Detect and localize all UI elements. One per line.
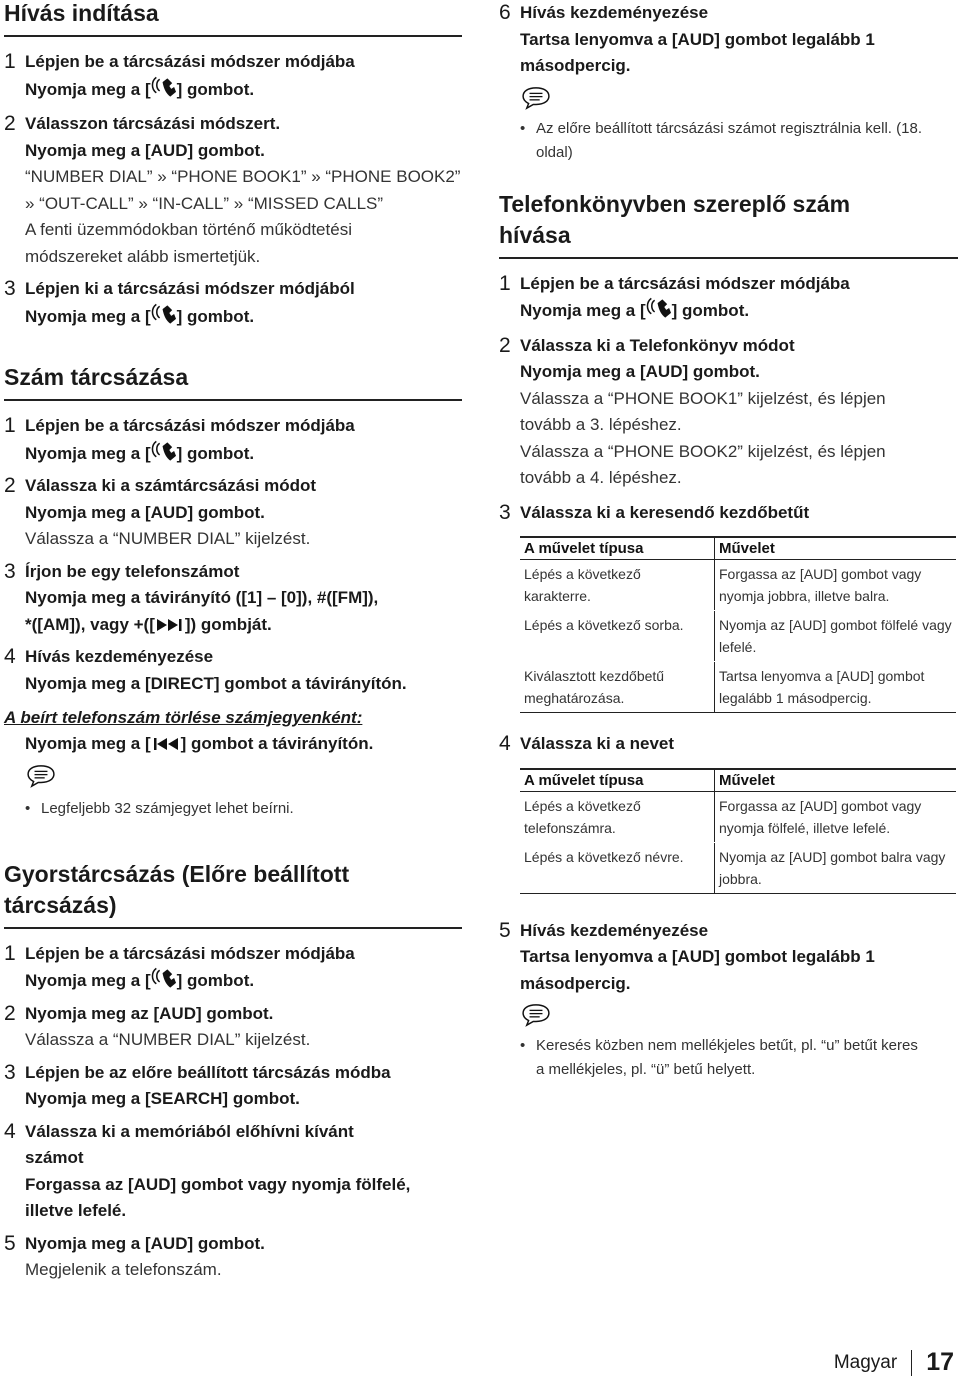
- section-title-dial: Szám tárcsázása: [4, 362, 462, 401]
- step-heading: Válassza ki a Telefonkönyv módot: [520, 335, 795, 355]
- step-number: 4: [499, 732, 511, 755]
- step-description-line: Válassza a “PHONE BOOK1” kijelzést, és lépjen: [520, 388, 886, 408]
- step-heading: Lépjen be a tárcsázási módszer módjába: [25, 52, 355, 71]
- step-instruction: Nyomja meg a [AUD] gombot.: [520, 362, 760, 381]
- table-cell: Lépés a következő sorba.: [520, 611, 715, 662]
- table-header: Művelet: [715, 537, 957, 560]
- step-heading: Írjon be egy telefonszámot: [25, 561, 240, 581]
- footer-divider: [911, 1350, 912, 1376]
- table-row: [520, 611, 956, 662]
- initial-letter-operations-table: [520, 536, 956, 713]
- dial-step-4: [4, 644, 462, 697]
- table-header-row: [520, 769, 956, 792]
- left-column: [4, 0, 462, 1284]
- table-header-row: [520, 537, 956, 560]
- phone-icon: [151, 76, 177, 98]
- language-label: Magyar: [833, 1351, 898, 1373]
- rewind-icon: [151, 736, 181, 752]
- step-instruction: Nyomja meg a [AUD] gombot.: [25, 1233, 265, 1253]
- table-cell: Tartsa lenyomva a [AUD] gombot legalább 1 másodpercig.: [715, 662, 957, 713]
- step-number: 2: [499, 333, 511, 357]
- note-item: • Legfeljebb 32 számjegyet lehet beírni.: [4, 797, 462, 821]
- step-heading: Lépjen be az előre beállított tárcsázás módba: [25, 1062, 391, 1082]
- table-cell: Nyomja az [AUD] gombot fölfelé vagy lefelé.: [715, 611, 957, 662]
- dial-step-2: [4, 473, 462, 553]
- note-item: • Az előre beállított tárcsázási számot regisztrálnia kell. (18. oldal): [499, 117, 958, 165]
- dial-step-3: [4, 559, 462, 639]
- step-number: 1: [499, 271, 511, 295]
- step-description-line: Megjelenik a telefonszám.: [25, 1260, 222, 1279]
- step-instruction: Nyomja meg a [AUD] gombot.: [25, 502, 265, 522]
- step-number: 3: [4, 559, 16, 583]
- step-description-line: tovább a 4. lépéshez.: [520, 468, 682, 487]
- step-instruction: Nyomja meg a [ ] gombot.: [25, 967, 462, 995]
- step-number: 1: [4, 50, 16, 73]
- table-header: A művelet típusa: [520, 769, 715, 792]
- section-title-phonebook: Telefonkönyvben szereplő szám hívása: [499, 189, 958, 259]
- step-heading: Lépjen be a tárcsázási módszer módjába: [520, 273, 850, 293]
- step-heading: Hívás kezdeményezése: [520, 920, 709, 940]
- table-cell: Lépés a következő karakterre.: [520, 560, 715, 611]
- table-cell: Lépés a következő névre.: [520, 842, 715, 893]
- step-instruction: Tartsa lenyomva a [AUD] gombot legalább 1: [520, 29, 875, 49]
- step-instruction: illetve lefelé.: [25, 1201, 127, 1220]
- pb-step-1: [499, 271, 958, 325]
- step-description-line: Válassza a “NUMBER DIAL” kijelzést.: [25, 1030, 311, 1049]
- table-header: Művelet: [715, 769, 957, 792]
- call-step-3: [4, 276, 462, 330]
- page-number: 17: [926, 1348, 954, 1376]
- erase-instruction: Nyomja meg a [ ] gombot a távirányítón.: [25, 734, 374, 753]
- table-row: [520, 842, 956, 893]
- speed-step-1: [4, 941, 462, 995]
- step-description-line: módszereket alább ismertetjük.: [25, 246, 261, 266]
- table-row: [520, 560, 956, 611]
- step-instruction: másodpercig.: [520, 56, 631, 75]
- speed-step-2: [4, 1001, 462, 1054]
- phone-icon: [151, 303, 177, 325]
- step-description-line: Válassza a “NUMBER DIAL” kijelzést.: [25, 529, 311, 548]
- step-instruction: Nyomja meg a [ ] gombot.: [25, 303, 462, 331]
- dial-step-1: [4, 413, 462, 467]
- name-operations-table: [520, 768, 956, 894]
- page-footer: [834, 1348, 954, 1377]
- step-heading: Lépjen be a tárcsázási módszer módjába: [25, 943, 355, 963]
- step-instruction: Nyomja meg a [DIRECT] gombot a távirányítón.: [25, 673, 407, 693]
- step-number: 1: [4, 941, 16, 965]
- speed-step-5: [4, 1231, 462, 1284]
- phone-icon: [646, 297, 672, 319]
- section-title-speed-dial: Gyorstárcsázás (Előre beállított tárcsázás): [4, 859, 462, 929]
- call-step-2: [4, 111, 462, 270]
- step-number: 3: [499, 500, 511, 524]
- step-heading: Válasszon tárcsázási módszert.: [25, 114, 281, 133]
- table-header: A művelet típusa: [520, 537, 715, 560]
- note-item: • Keresés közben nem mellékjeles betűt, pl. “u” betűt keres a mellékjeles, pl. “ü” betű helyett.: [499, 1034, 958, 1082]
- step-instruction: Nyomja meg a [ ] gombot.: [25, 76, 462, 104]
- step-number: 2: [4, 112, 16, 135]
- step-description-line: Válassza a “PHONE BOOK2” kijelzést, és lépjen: [520, 441, 886, 461]
- step-number: 1: [4, 414, 16, 437]
- step-instruction: Nyomja meg a [SEARCH] gombot.: [25, 1089, 300, 1108]
- step-number: 2: [4, 474, 16, 497]
- step-number: 5: [4, 1231, 16, 1255]
- step-heading: Lépjen be a tárcsázási módszer módjába: [25, 416, 355, 435]
- table-cell: Forgassa az [AUD] gombot vagy nyomja jobbra, illetve balra.: [715, 560, 957, 611]
- erase-subheading: A beírt telefonszám törlése számjegyenként:: [4, 708, 363, 727]
- phone-icon: [151, 440, 177, 462]
- step-instruction: másodpercig.: [520, 973, 631, 993]
- step-number: 4: [4, 645, 16, 668]
- note-icon: [520, 1003, 552, 1027]
- step-heading: Válassza ki a számtárcsázási módot: [25, 476, 317, 495]
- table-cell: Lépés a következő telefonszámra.: [520, 791, 715, 842]
- table-cell: Forgassa az [AUD] gombot vagy nyomja fölfelé, illetve lefelé.: [715, 791, 957, 842]
- pb-step-5: [499, 918, 958, 998]
- phone-icon: [151, 967, 177, 989]
- table-row: [520, 662, 956, 713]
- pb-step-4: [499, 731, 958, 758]
- speed-step-4: [4, 1119, 462, 1225]
- pb-step-2: [499, 333, 958, 492]
- call-step-1: [4, 49, 462, 103]
- step-instruction: Nyomja meg a [ ] gombot.: [520, 297, 958, 325]
- step-heading: Válassza ki a memóriából előhívni kívánt: [25, 1121, 354, 1141]
- step-instruction: Nyomja meg az [AUD] gombot.: [25, 1003, 274, 1023]
- step-number: 3: [4, 1060, 16, 1084]
- fast-forward-icon: [155, 617, 185, 633]
- step-description-line: A fenti üzemmódokban történő működtetési: [25, 220, 352, 239]
- step-heading: Válassza ki a keresendő kezdőbetűt: [520, 502, 810, 522]
- step-instruction: Nyomja meg a [AUD] gombot.: [25, 140, 265, 160]
- step-number: 4: [4, 1119, 16, 1143]
- step-heading: Lépjen ki a tárcsázási módszer módjából: [25, 279, 355, 298]
- step-instruction: Nyomja meg a [ ] gombot.: [25, 440, 462, 468]
- table-cell: Kiválasztott kezdőbetű meghatározása.: [520, 662, 715, 713]
- right-column: [499, 0, 958, 1082]
- step-instruction: *([AM]), vagy +([ ]) gombját.: [25, 614, 272, 634]
- speed-step-6: [499, 0, 958, 80]
- step-heading: Válassza ki a nevet: [520, 734, 675, 753]
- note-icon: [520, 86, 552, 110]
- speed-step-3: [4, 1060, 462, 1113]
- step-number: 5: [499, 918, 511, 942]
- step-instruction: Nyomja meg a távirányító ([1] – [0]), #([FM]),: [25, 588, 379, 607]
- section-title-call: Hívás indítása: [4, 0, 462, 37]
- pb-step-3: [499, 500, 958, 527]
- step-heading: számot: [25, 1148, 84, 1167]
- table-cell: Nyomja az [AUD] gombot balra vagy jobbra.: [715, 842, 957, 893]
- mode-sequence-line-1: “NUMBER DIAL” » “PHONE BOOK1” » “PHONE BOOK2”: [25, 167, 461, 186]
- note-icon: [25, 764, 57, 788]
- mode-sequence-line-2: » “OUT-CALL” » “IN-CALL” » “MISSED CALLS”: [25, 193, 384, 213]
- step-heading: Hívás kezdeményezése: [520, 3, 709, 22]
- step-heading: Hívás kezdeményezése: [25, 647, 214, 666]
- step-description-line: tovább a 3. lépéshez.: [520, 415, 682, 434]
- step-number: 3: [4, 277, 16, 300]
- step-instruction: Forgassa az [AUD] gombot vagy nyomja fölfelé,: [25, 1174, 411, 1194]
- step-number: 6: [499, 1, 511, 24]
- step-number: 2: [4, 1001, 16, 1025]
- step-instruction: Tartsa lenyomva a [AUD] gombot legalább 1: [520, 947, 875, 966]
- table-row: [520, 791, 956, 842]
